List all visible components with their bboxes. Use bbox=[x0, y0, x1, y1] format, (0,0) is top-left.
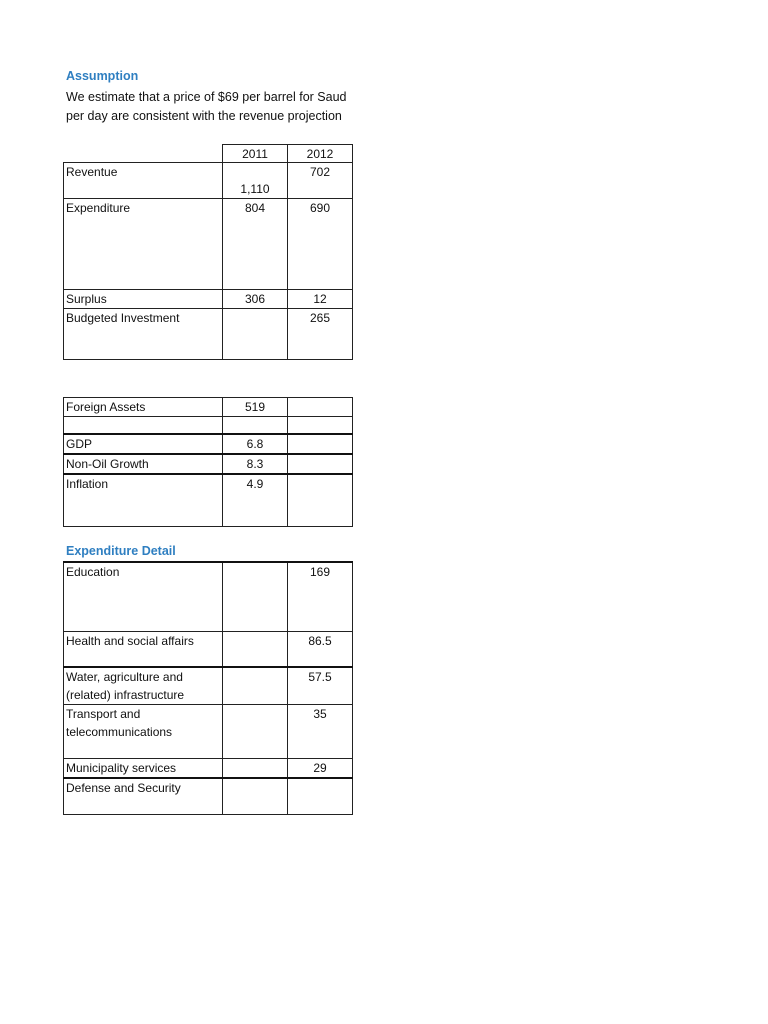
expenditure-label-line: telecommunications bbox=[66, 725, 173, 739]
indicator-label: GDP bbox=[64, 434, 223, 454]
indicator-value-1: 4.9 bbox=[223, 474, 288, 527]
expenditure-label: Education bbox=[64, 562, 223, 631]
indicator-label bbox=[64, 417, 223, 434]
budget-row-surplus bbox=[64, 290, 353, 309]
indicator-row-non-oil-growth bbox=[64, 454, 353, 474]
budget-row-2011: 1,110 bbox=[223, 163, 288, 199]
expenditure-detail-heading: Expenditure Detail bbox=[66, 544, 176, 558]
budget-row-expenditure bbox=[64, 199, 353, 290]
budget-header-2011: 2011 bbox=[223, 145, 288, 163]
indicator-label: Non-Oil Growth bbox=[64, 454, 223, 474]
assumption-heading: Assumption bbox=[66, 69, 139, 83]
budget-header-2012: 2012 bbox=[288, 145, 353, 163]
expenditure-value-2: 169 bbox=[288, 562, 353, 631]
expenditure-row-transport bbox=[64, 705, 353, 759]
budget-row-2012: 702 bbox=[288, 163, 353, 199]
expenditure-label bbox=[64, 667, 223, 705]
expenditure-label: Municipality services bbox=[64, 759, 223, 779]
expenditure-value-2: 86.5 bbox=[288, 631, 353, 667]
expenditure-row-health bbox=[64, 631, 353, 667]
expenditure-row-water bbox=[64, 667, 353, 705]
expenditure-value-2: 29 bbox=[288, 759, 353, 779]
budget-row-2012: 265 bbox=[288, 309, 353, 360]
expenditure-value-1 bbox=[223, 705, 288, 759]
expenditure-value-2: 35 bbox=[288, 705, 353, 759]
budget-row-2011: 804 bbox=[223, 199, 288, 290]
budget-table bbox=[63, 144, 353, 360]
expenditure-value-1 bbox=[223, 562, 288, 631]
expenditure-detail-table bbox=[63, 561, 353, 815]
indicator-row-inflation bbox=[64, 474, 353, 527]
expenditure-label: Defense and Security bbox=[64, 778, 223, 814]
indicator-label: Foreign Assets bbox=[64, 398, 223, 417]
indicator-value-1: 6.8 bbox=[223, 434, 288, 454]
expenditure-label-line: (related) infrastructure bbox=[66, 688, 185, 702]
budget-header-row bbox=[64, 145, 353, 163]
indicator-value-2 bbox=[288, 454, 353, 474]
budget-row-2012: 690 bbox=[288, 199, 353, 290]
indicator-row-blank bbox=[64, 417, 353, 434]
budget-row-2011: 306 bbox=[223, 290, 288, 309]
indicator-row-foreign-assets bbox=[64, 398, 353, 417]
budget-row-investment bbox=[64, 309, 353, 360]
assumption-line-1: We estimate that a price of $69 per barrel for Saud bbox=[66, 90, 347, 104]
indicator-value-2 bbox=[288, 398, 353, 417]
indicators-table bbox=[63, 397, 353, 527]
indicator-label: Inflation bbox=[64, 474, 223, 527]
expenditure-label bbox=[64, 705, 223, 759]
indicator-value-2 bbox=[288, 417, 353, 434]
expenditure-value-1 bbox=[223, 759, 288, 779]
indicator-value-1: 8.3 bbox=[223, 454, 288, 474]
indicator-value-1 bbox=[223, 417, 288, 434]
expenditure-value-1 bbox=[223, 778, 288, 814]
budget-row-label: Reventue bbox=[64, 163, 223, 199]
indicator-value-1: 519 bbox=[223, 398, 288, 417]
budget-row-label: Budgeted Investment bbox=[64, 309, 223, 360]
indicator-row-gdp bbox=[64, 434, 353, 454]
expenditure-value-2: 57.5 bbox=[288, 667, 353, 705]
budget-row-2012: 12 bbox=[288, 290, 353, 309]
budget-header-blank bbox=[64, 145, 223, 163]
expenditure-row-education bbox=[64, 562, 353, 631]
expenditure-row-defense bbox=[64, 778, 353, 814]
expenditure-label-line: Transport and bbox=[66, 707, 141, 721]
expenditure-value-1 bbox=[223, 631, 288, 667]
budget-row-2011 bbox=[223, 309, 288, 360]
assumption-line-2: per day are consistent with the revenue projection bbox=[66, 109, 342, 123]
indicator-value-2 bbox=[288, 434, 353, 454]
indicator-value-2 bbox=[288, 474, 353, 527]
assumption-paragraph bbox=[66, 88, 353, 126]
expenditure-label: Health and social affairs bbox=[64, 631, 223, 667]
budget-row-label: Expenditure bbox=[64, 199, 223, 290]
budget-row-revenue bbox=[64, 163, 353, 199]
expenditure-label-line: Water, agriculture and bbox=[66, 670, 183, 684]
expenditure-row-municipality bbox=[64, 759, 353, 779]
expenditure-value-1 bbox=[223, 667, 288, 705]
budget-row-label: Surplus bbox=[64, 290, 223, 309]
expenditure-value-2 bbox=[288, 778, 353, 814]
